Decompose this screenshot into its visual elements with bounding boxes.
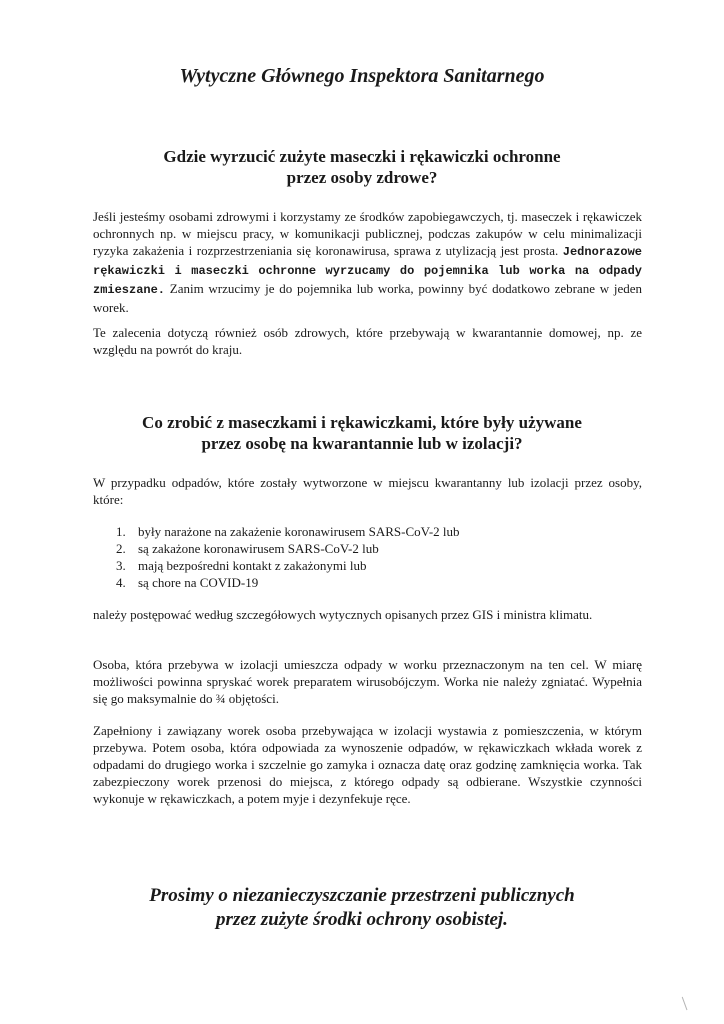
- section2-heading-line1: Co zrobić z maseczkami i rękawiczkami, które były używane: [142, 413, 582, 432]
- section2-after-list: należy postępować według szczegółowych wytycznych opisanych przez GIS i ministra klimatu.: [93, 607, 593, 622]
- section2-paragraph3: Osoba, która przebywa w izolacji umieszcza odpady w worku przeznaczonym na ten cel. W miarę możliwości powinna spryskać worek preparatem wirusobójczym. Worka nie należy zgniatać. Wypełnia się go maksymalnie do ¾ objętości.: [93, 657, 642, 706]
- closing-line2: przez zużyte środki ochrony osobistej.: [216, 909, 508, 930]
- list-item: 1. były narażone na zakażenie koronawirusem SARS-CoV-2 lub: [116, 524, 460, 539]
- section2-heading: [60, 412, 664, 454]
- document-title: Wytyczne Głównego Inspektora Sanitarnego: [179, 65, 545, 87]
- section2-paragraph4: Zapełniony i zawiązany worek osoba przebywająca w izolacji wystawia z pomieszczenia, w którym przebywa. Potem osoba, która odpowiada za wynoszenie odpadów, w rękawiczkach wkłada worek z odpadami do drugiego worka i szczelnie go zamyka i oznacza datę oraz godzinę zamknięcia worka. Tak zabezpieczony worek przenosi do miejsca, z którego odpady są odbierane. Wszystkie czynności wykonuje w rękawiczkach, a potem myje i dezynfekuje ręce.: [93, 723, 642, 806]
- section1-heading-line1: Gdzie wyrzucić zużyte maseczki i rękawiczki ochronne: [163, 147, 561, 166]
- section1-heading: [60, 146, 664, 188]
- section2-intro: W przypadku odpadów, które zostały wytworzone w miejscu kwarantanny lub izolacji przez osoby, które:: [93, 475, 642, 507]
- exposure-list: [116, 523, 616, 591]
- section1-paragraph1: [93, 208, 642, 316]
- scan-mark: [682, 996, 691, 1011]
- section1-paragraph2: Te zalecenia dotyczą również osób zdrowych, które przebywają w kwarantannie domowej, np. ze względu na powrót do kraju.: [93, 325, 642, 357]
- section2-heading-line2: przez osobę na kwarantannie lub w izolacji?: [201, 434, 523, 453]
- list-item: 2. są zakażone koronawirusem SARS-CoV-2 lub: [116, 541, 379, 556]
- section1-paragraph1-tail: Zanim wrzucimy je do pojemnika lub worka, powinny być dodatkowo zebrane w jeden worek.: [93, 281, 643, 315]
- list-item: 3. mają bezpośredni kontakt z zakażonymi lub: [116, 558, 367, 573]
- section1-heading-line2: przez osoby zdrowe?: [286, 168, 438, 187]
- closing-appeal: [0, 884, 724, 932]
- section1-paragraph1-bold: Jednorazowe rękawiczki i maseczki ochronne wyrzucamy do pojemnika lub worka na odpady zmieszane.: [93, 245, 642, 297]
- section1-paragraph1-text: Jeśli jesteśmy osobami zdrowymi i korzystamy ze środków zapobiegawczych, tj. maseczek i rękawiczek ochronnych np. w miejscu pracy, w komunikacji publicznej, podczas zakupów w celu minimalizacji ryzyka zakażenia i rozprzestrzeniania się koronawirusa, sprawa z utylizacją jest prosta.: [93, 209, 642, 258]
- list-item: 4. są chore na COVID-19: [116, 575, 259, 590]
- closing-line1: Prosimy o niezanieczyszczanie przestrzeni publicznych: [149, 885, 575, 906]
